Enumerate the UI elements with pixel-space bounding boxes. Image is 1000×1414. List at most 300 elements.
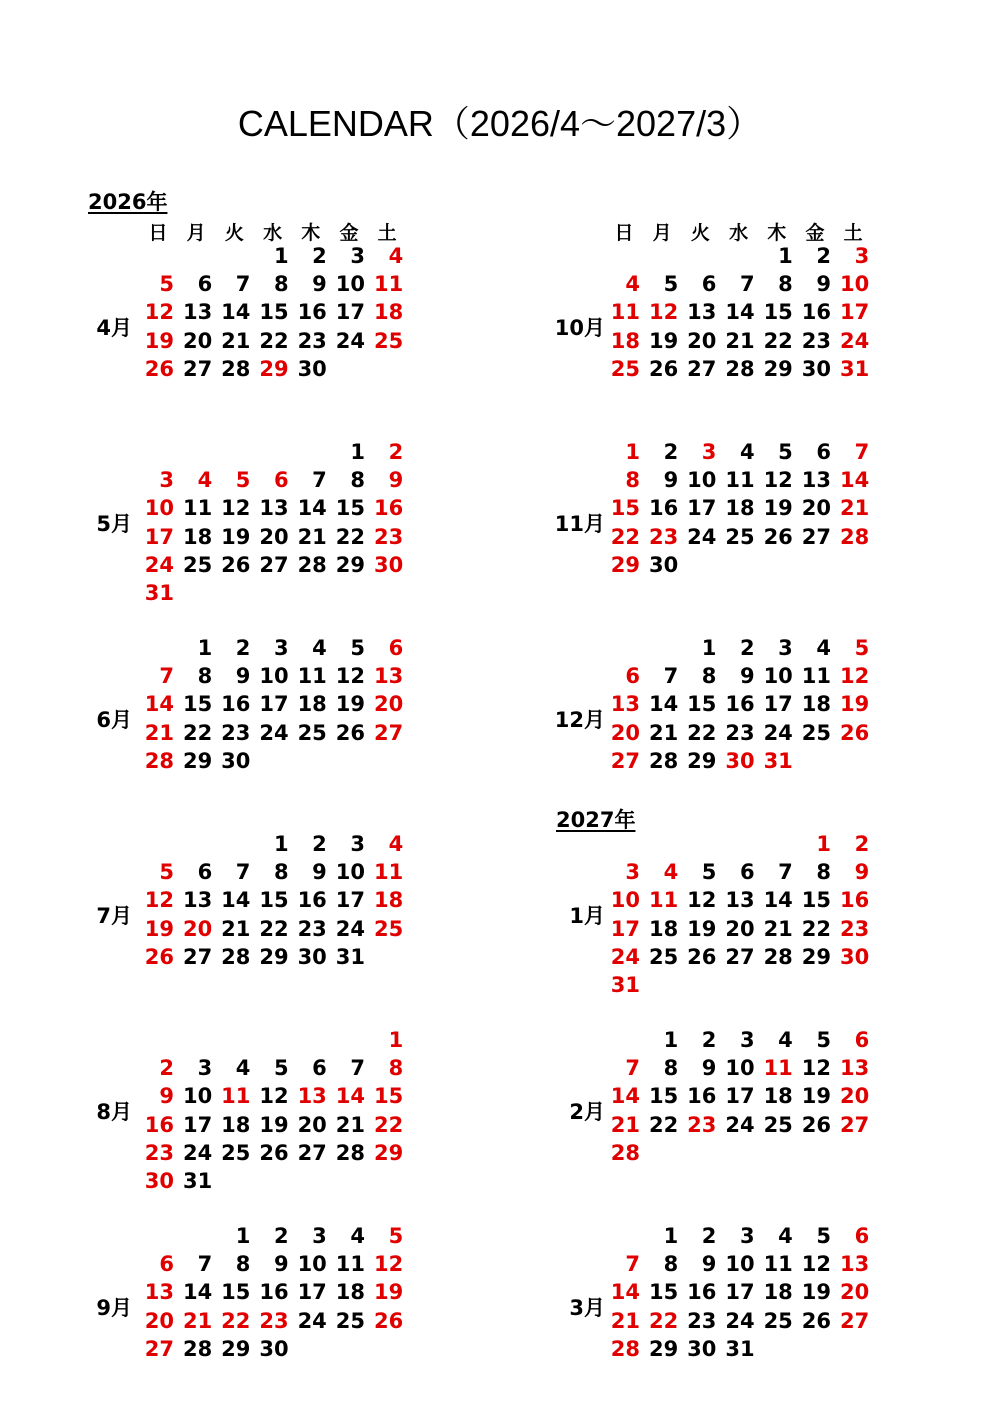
day-cell: 21 (221, 328, 251, 353)
day-cell: 5 (350, 636, 365, 660)
day-cell: 1 (663, 1224, 679, 1248)
day-cell: 12 (801, 1056, 831, 1081)
day-cell: 2 (701, 1028, 717, 1052)
day-cell: 6 (739, 860, 755, 885)
day-cell: 9 (663, 468, 679, 493)
day-cell: 6 (197, 272, 213, 297)
day-cell: 11 (763, 1056, 793, 1081)
day-cell: 20 (182, 328, 213, 353)
day-cell: 2 (312, 244, 327, 268)
day-cell: 21 (648, 720, 679, 745)
day-cell: 24 (335, 916, 365, 941)
day-cell: 29 (801, 944, 831, 969)
day-cell: 9 (235, 664, 251, 689)
day-cell: 3 (350, 832, 365, 856)
day-cell: 27 (144, 1336, 174, 1361)
day-cell: 25 (373, 328, 404, 353)
day-cell: 5 (388, 1224, 404, 1248)
day-cell: 24 (335, 328, 365, 353)
day-cell: 23 (725, 720, 755, 745)
day-cell: 22 (373, 1112, 404, 1137)
day-cell: 6 (388, 636, 404, 660)
day-cell: 30 (297, 944, 327, 969)
day-cell: 28 (335, 1140, 365, 1165)
day-cell: 10 (725, 1056, 755, 1081)
day-cell: 24 (725, 1112, 755, 1137)
day-cell: 30 (297, 356, 327, 381)
day-cell: 2 (739, 636, 755, 660)
day-cell: 25 (610, 356, 640, 381)
day-cell: 19 (801, 1084, 831, 1109)
day-cell: 9 (312, 860, 327, 885)
day-cell: 27 (687, 356, 717, 381)
day-cell: 13 (373, 664, 404, 689)
day-cell: 5 (159, 272, 174, 297)
day-cell: 14 (648, 692, 679, 717)
day-cell: 13 (259, 496, 289, 521)
day-cell: 16 (297, 888, 327, 913)
day-cell: 20 (373, 692, 404, 717)
weekday-label: 月 (186, 222, 206, 244)
day-cell: 24 (763, 720, 793, 745)
day-cell: 20 (801, 496, 831, 521)
day-cell: 4 (197, 468, 213, 493)
day-cell: 25 (763, 1308, 793, 1333)
day-cell: 20 (839, 1084, 870, 1109)
day-cell: 13 (182, 300, 213, 325)
day-cell: 18 (801, 692, 831, 717)
day-cell: 21 (610, 1308, 640, 1333)
day-cell: 21 (182, 1308, 213, 1333)
day-cell: 26 (144, 944, 174, 969)
day-cell: 16 (687, 1084, 717, 1109)
day-cell: 12 (687, 888, 717, 913)
weekday-label: 火 (690, 222, 710, 244)
day-cell: 6 (854, 1028, 870, 1052)
day-cell: 25 (373, 916, 404, 941)
day-cell: 11 (725, 468, 755, 493)
day-cell: 14 (144, 692, 174, 717)
day-cell: 27 (259, 552, 289, 577)
day-cell: 3 (701, 440, 717, 464)
day-cell: 11 (373, 272, 404, 297)
day-cell: 13 (725, 888, 755, 913)
day-cell: 1 (388, 1028, 404, 1052)
day-cell: 7 (625, 1056, 640, 1081)
day-cell: 11 (763, 1252, 793, 1277)
day-cell: 22 (648, 1308, 679, 1333)
day-cell: 17 (335, 300, 365, 325)
day-cell: 23 (221, 720, 251, 745)
day-cell: 15 (648, 1084, 679, 1109)
day-cell: 19 (839, 692, 870, 717)
month-label: 7月 (96, 904, 132, 929)
day-cell: 15 (335, 496, 365, 521)
day-cell: 16 (297, 300, 327, 325)
day-cell: 26 (839, 720, 870, 745)
day-cell: 1 (350, 440, 365, 464)
day-cell: 17 (725, 1280, 755, 1305)
day-cell: 10 (144, 496, 174, 521)
day-cell: 26 (648, 356, 679, 381)
day-cell: 19 (373, 1280, 404, 1305)
day-cell: 30 (801, 356, 831, 381)
day-cell: 27 (610, 748, 640, 773)
weekday-label: 水 (729, 222, 749, 244)
day-cell: 22 (259, 328, 289, 353)
day-cell: 29 (259, 356, 289, 381)
day-cell: 11 (801, 664, 831, 689)
day-cell: 30 (687, 1336, 717, 1361)
day-cell: 19 (763, 496, 793, 521)
day-cell: 23 (373, 524, 404, 549)
day-cell: 21 (839, 496, 870, 521)
month-label: 3月 (569, 1296, 605, 1321)
day-cell: 1 (273, 244, 289, 268)
weekday-label: 日 (614, 222, 634, 244)
day-cell: 11 (335, 1252, 365, 1277)
day-cell: 10 (259, 664, 289, 689)
day-cell: 17 (144, 524, 174, 549)
day-cell: 26 (373, 1308, 404, 1333)
day-cell: 6 (312, 1056, 327, 1081)
day-cell: 29 (648, 1336, 679, 1361)
day-cell: 1 (663, 1028, 679, 1052)
day-cell: 29 (763, 356, 793, 381)
day-cell: 15 (648, 1280, 679, 1305)
day-cell: 18 (373, 888, 404, 913)
day-cell: 15 (182, 692, 213, 717)
weekday-label: 火 (224, 222, 244, 244)
day-cell: 7 (663, 664, 679, 689)
day-cell: 6 (197, 860, 213, 885)
day-cell: 18 (373, 300, 404, 325)
day-cell: 19 (221, 524, 251, 549)
day-cell: 9 (701, 1056, 717, 1081)
page-title: CALENDAR（2026/4～2027/3） (237, 103, 763, 144)
day-cell: 31 (335, 944, 365, 969)
day-cell: 10 (839, 272, 870, 297)
day-cell: 22 (335, 524, 365, 549)
day-cell: 3 (350, 244, 365, 268)
day-cell: 7 (778, 860, 793, 885)
day-cell: 5 (778, 440, 793, 464)
day-cell: 17 (297, 1280, 327, 1305)
day-cell: 18 (763, 1084, 793, 1109)
day-cell: 17 (725, 1084, 755, 1109)
day-cell: 3 (312, 1224, 327, 1248)
day-cell: 28 (144, 748, 174, 773)
day-cell: 4 (388, 832, 404, 856)
day-cell: 22 (801, 916, 831, 941)
day-cell: 28 (610, 1140, 640, 1165)
day-cell: 12 (259, 1084, 289, 1109)
day-cell: 31 (725, 1336, 755, 1361)
weekday-label: 水 (263, 222, 283, 244)
day-cell: 26 (144, 356, 174, 381)
day-cell: 12 (839, 664, 870, 689)
day-cell: 31 (839, 356, 870, 381)
day-cell: 18 (297, 692, 327, 717)
day-cell: 26 (221, 552, 251, 577)
day-cell: 20 (725, 916, 755, 941)
day-cell: 24 (144, 552, 174, 577)
day-cell: 2 (159, 1056, 174, 1081)
day-cell: 14 (610, 1084, 640, 1109)
day-cell: 5 (816, 1224, 831, 1248)
day-cell: 19 (687, 916, 717, 941)
day-cell: 29 (610, 552, 640, 577)
day-cell: 8 (778, 272, 793, 297)
day-cell: 31 (610, 973, 640, 997)
month-label: 2月 (569, 1100, 605, 1125)
day-cell: 27 (839, 1308, 870, 1333)
day-cell: 8 (273, 272, 289, 297)
day-cell: 27 (725, 944, 755, 969)
day-cell: 9 (159, 1084, 174, 1109)
day-cell: 14 (763, 888, 793, 913)
day-cell: 13 (801, 468, 831, 493)
year-label: 2027年 (556, 808, 636, 832)
day-cell: 19 (801, 1280, 831, 1305)
day-cell: 4 (235, 1056, 251, 1081)
day-cell: 27 (801, 524, 831, 549)
day-cell: 16 (373, 496, 404, 521)
day-cell: 27 (373, 720, 404, 745)
day-cell: 20 (297, 1112, 327, 1137)
day-cell: 23 (297, 328, 327, 353)
weekday-label: 金 (339, 222, 359, 244)
day-cell: 4 (625, 272, 640, 297)
day-cell: 7 (312, 468, 327, 493)
day-cell: 30 (725, 748, 755, 773)
weekday-label: 土 (377, 222, 397, 244)
day-cell: 17 (182, 1112, 213, 1137)
year-label: 2026年 (88, 190, 168, 214)
day-cell: 20 (144, 1308, 174, 1333)
day-cell: 2 (273, 1224, 289, 1248)
day-cell: 14 (182, 1280, 213, 1305)
day-cell: 25 (725, 524, 755, 549)
day-cell: 23 (801, 328, 831, 353)
day-cell: 20 (182, 916, 213, 941)
day-cell: 21 (610, 1112, 640, 1137)
day-cell: 25 (182, 552, 213, 577)
day-cell: 18 (335, 1280, 365, 1305)
day-cell: 16 (259, 1280, 289, 1305)
day-cell: 6 (701, 272, 717, 297)
day-cell: 17 (687, 496, 717, 521)
day-cell: 7 (197, 1252, 213, 1277)
day-cell: 19 (648, 328, 679, 353)
day-cell: 9 (739, 664, 755, 689)
day-cell: 21 (725, 328, 755, 353)
day-cell: 2 (312, 832, 327, 856)
day-cell: 18 (610, 328, 640, 353)
day-cell: 26 (801, 1308, 831, 1333)
day-cell: 6 (159, 1252, 174, 1277)
day-cell: 27 (839, 1112, 870, 1137)
day-cell: 8 (235, 1252, 251, 1277)
day-cell: 7 (739, 272, 755, 297)
day-cell: 14 (725, 300, 755, 325)
day-cell: 31 (763, 748, 793, 773)
day-cell: 12 (144, 888, 174, 913)
day-cell: 26 (801, 1112, 831, 1137)
day-cell: 3 (159, 468, 174, 493)
day-cell: 15 (687, 692, 717, 717)
day-cell: 26 (259, 1140, 289, 1165)
day-cell: 29 (259, 944, 289, 969)
day-cell: 21 (221, 916, 251, 941)
day-cell: 1 (778, 244, 793, 268)
day-cell: 21 (763, 916, 793, 941)
day-cell: 5 (816, 1028, 831, 1052)
month-label: 12月 (554, 708, 605, 733)
weekday-label: 土 (843, 222, 863, 244)
day-cell: 9 (273, 1252, 289, 1277)
day-cell: 25 (297, 720, 327, 745)
day-cell: 23 (839, 916, 870, 941)
day-cell: 11 (182, 496, 213, 521)
day-cell: 20 (839, 1280, 870, 1305)
day-cell: 20 (259, 524, 289, 549)
day-cell: 6 (625, 664, 640, 689)
day-cell: 3 (739, 1224, 755, 1248)
day-cell: 23 (687, 1308, 717, 1333)
day-cell: 8 (663, 1252, 679, 1277)
day-cell: 24 (259, 720, 289, 745)
day-cell: 16 (687, 1280, 717, 1305)
day-cell: 28 (648, 748, 679, 773)
day-cell: 24 (839, 328, 870, 353)
day-cell: 2 (663, 440, 679, 464)
day-cell: 7 (235, 860, 251, 885)
day-cell: 28 (182, 1336, 213, 1361)
day-cell: 10 (297, 1252, 327, 1277)
day-cell: 2 (235, 636, 251, 660)
day-cell: 30 (259, 1336, 289, 1361)
day-cell: 5 (159, 860, 174, 885)
day-cell: 10 (335, 860, 365, 885)
day-cell: 13 (839, 1056, 870, 1081)
day-cell: 7 (854, 440, 870, 464)
day-cell: 13 (687, 300, 717, 325)
day-cell: 9 (388, 468, 404, 493)
day-cell: 23 (687, 1112, 717, 1137)
day-cell: 10 (687, 468, 717, 493)
day-cell: 6 (854, 1224, 870, 1248)
day-cell: 14 (839, 468, 870, 493)
weekday-label: 日 (148, 222, 168, 244)
day-cell: 31 (144, 581, 174, 605)
day-cell: 5 (273, 1056, 289, 1081)
day-cell: 4 (778, 1028, 793, 1052)
day-cell: 2 (816, 244, 831, 268)
day-cell: 3 (197, 1056, 213, 1081)
day-cell: 23 (259, 1308, 289, 1333)
day-cell: 17 (763, 692, 793, 717)
day-cell: 12 (373, 1252, 404, 1277)
day-cell: 7 (625, 1252, 640, 1277)
day-cell: 8 (350, 468, 365, 493)
day-cell: 25 (763, 1112, 793, 1137)
day-cell: 29 (221, 1336, 251, 1361)
day-cell: 5 (663, 272, 679, 297)
day-cell: 22 (221, 1308, 251, 1333)
day-cell: 19 (335, 692, 365, 717)
day-cell: 4 (778, 1224, 793, 1248)
day-cell: 20 (687, 328, 717, 353)
day-cell: 24 (297, 1308, 327, 1333)
day-cell: 3 (854, 244, 870, 268)
day-cell: 19 (144, 328, 174, 353)
day-cell: 2 (854, 832, 870, 856)
day-cell: 17 (335, 888, 365, 913)
day-cell: 13 (610, 692, 640, 717)
day-cell: 27 (182, 356, 213, 381)
day-cell: 16 (839, 888, 870, 913)
day-cell: 30 (221, 748, 251, 773)
day-cell: 15 (763, 300, 793, 325)
day-cell: 12 (335, 664, 365, 689)
day-cell: 5 (701, 860, 717, 885)
month-label: 4月 (96, 316, 132, 341)
day-cell: 15 (373, 1084, 404, 1109)
day-cell: 4 (816, 636, 831, 660)
day-cell: 19 (259, 1112, 289, 1137)
day-cell: 12 (221, 496, 251, 521)
day-cell: 11 (373, 860, 404, 885)
day-cell: 24 (687, 524, 717, 549)
day-cell: 6 (816, 440, 831, 464)
day-cell: 14 (610, 1280, 640, 1305)
day-cell: 21 (144, 720, 174, 745)
day-cell: 4 (350, 1224, 365, 1248)
day-cell: 6 (273, 468, 289, 493)
day-cell: 29 (687, 748, 717, 773)
day-cell: 4 (739, 440, 755, 464)
day-cell: 23 (297, 916, 327, 941)
day-cell: 16 (801, 300, 831, 325)
day-cell: 14 (335, 1084, 365, 1109)
day-cell: 2 (701, 1224, 717, 1248)
day-cell: 14 (221, 888, 251, 913)
day-cell: 9 (312, 272, 327, 297)
day-cell: 8 (701, 664, 717, 689)
day-cell: 7 (159, 664, 174, 689)
day-cell: 18 (648, 916, 679, 941)
day-cell: 8 (273, 860, 289, 885)
day-cell: 3 (625, 860, 640, 885)
day-cell: 15 (801, 888, 831, 913)
day-cell: 17 (839, 300, 870, 325)
day-cell: 26 (335, 720, 365, 745)
day-cell: 11 (610, 300, 640, 325)
day-cell: 26 (763, 524, 793, 549)
day-cell: 11 (221, 1084, 251, 1109)
day-cell: 17 (259, 692, 289, 717)
day-cell: 16 (648, 496, 679, 521)
month-label: 6月 (96, 708, 132, 733)
day-cell: 1 (625, 440, 640, 464)
day-cell: 1 (701, 636, 717, 660)
day-cell: 30 (144, 1169, 174, 1193)
day-cell: 28 (725, 356, 755, 381)
day-cell: 21 (297, 524, 327, 549)
day-cell: 3 (273, 636, 289, 660)
day-cell: 25 (648, 944, 679, 969)
